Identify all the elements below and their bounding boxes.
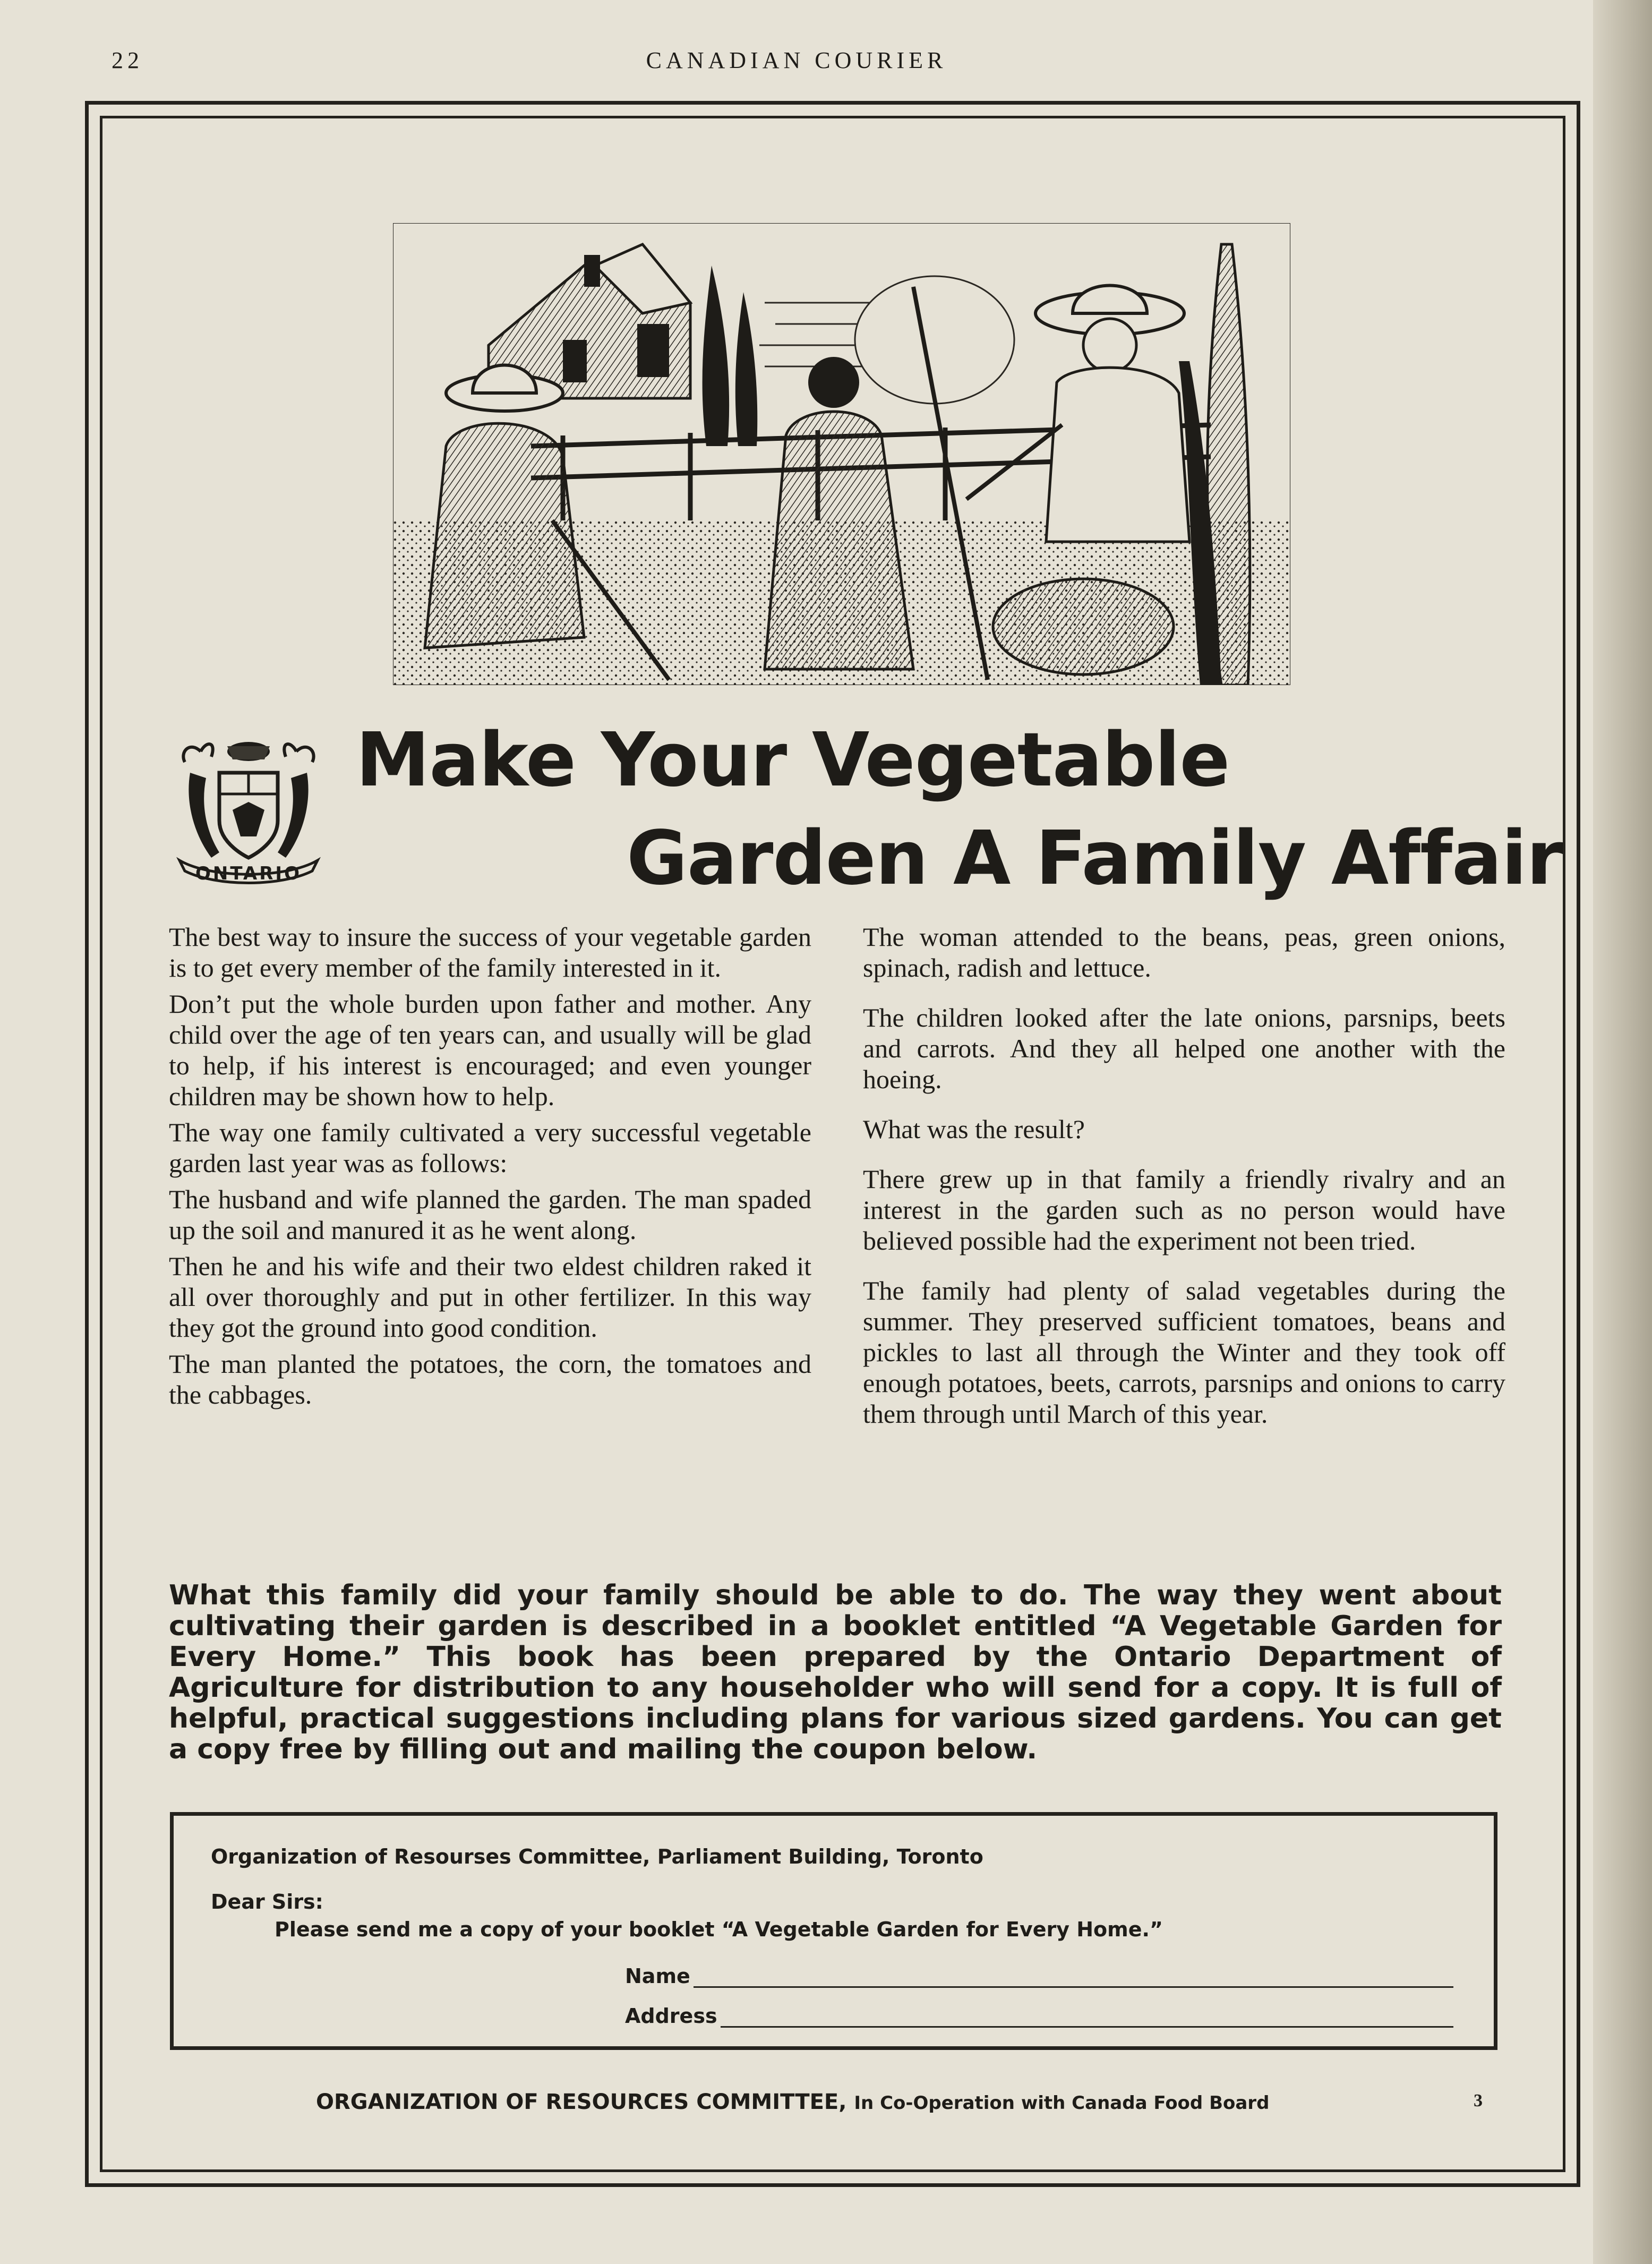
right-column — [863, 921, 1505, 1448]
family-garden-illustration — [393, 223, 1290, 685]
right-paragraph: The family had plenty of salad vegetables during the summer. They preserved sufficient tomatoes, beans and pickles to last all through the Winter and they took off enough potatoes, beets, carrots, parsnips and onions to carry them through until March of this year. — [863, 1276, 1505, 1429]
crest-label: ONTARIO — [195, 863, 302, 884]
left-paragraph: Don’t put the whole burden upon father and mother. Any child over the age of ten years can, and usually will be glad to help, if his interest is encouraged; and even younger children may be shown how to help. — [169, 989, 811, 1111]
page-edge-shadow — [1593, 0, 1652, 2264]
left-paragraph: The man planted the potatoes, the corn, the tomatoes and the cabbages. — [169, 1349, 811, 1409]
headline-line-2: Garden A Family Affair — [627, 815, 1563, 902]
coupon-request: Please send me a copy of your booklet “A Vegetable Garden for Every Home.” — [275, 1918, 1163, 1941]
right-paragraph: There grew up in that family a friendly rivalry and an interest in the garden such as no person would have believed possible had the experiment not been tried. — [863, 1164, 1505, 1255]
coupon-addressee: Organization of Resourses Committee, Parliament Building, Toronto — [211, 1845, 983, 1868]
right-paragraph: What was the result? — [863, 1114, 1085, 1144]
address-field[interactable] — [721, 2008, 1453, 2028]
left-paragraph: The husband and wife planned the garden. The man spaded up the soil and manured it as he went along. — [169, 1184, 811, 1245]
running-head — [0, 47, 1593, 79]
left-paragraph: Then he and his wife and their two eldest children raked it all over thoroughly and put in other fertilizer. In this way they got the ground into good condition. — [169, 1251, 811, 1343]
name-label: Name — [625, 1964, 690, 1988]
address-label: Address — [625, 2004, 717, 2028]
headline-line-1: Make Your Vegetable — [356, 717, 1230, 804]
left-column — [169, 921, 811, 1415]
closing-paragraph: What this family did your family should be able to do. The way they went about cultivating their garden is described in a booklet entitled “A Vegetable Garden for Every Home.” This book has been prepared by the Ontario Department of Agriculture for distribution to any householder who will send for a copy. It is full of helpful, practical suggestions including plans for various sized gardens. You can get a copy free by filling out and mailing the coupon below. — [169, 1579, 1502, 1765]
left-paragraph: The best way to insure the success of your vegetable garden is to get every member of the family interested in it. — [169, 922, 811, 983]
footer-partner: In Co-Operation with Canada Food Board — [854, 2092, 1270, 2114]
coupon-name-row — [625, 1964, 1453, 1988]
coupon-salutation: Dear Sirs: — [211, 1890, 323, 1913]
ad-footer — [0, 2090, 1652, 2122]
right-paragraph: The woman attended to the beans, peas, green onions, spinach, radish and lettuce. — [863, 922, 1505, 983]
magazine-title: CANADIAN COURIER — [646, 47, 947, 73]
page-number: 22 — [112, 47, 143, 73]
name-field[interactable] — [694, 1968, 1453, 1988]
footer-credit — [316, 2090, 1269, 2114]
footer-mark: 3 — [1474, 2091, 1483, 2111]
footer-org: ORGANIZATION OF RESOURCES COMMITTEE, — [316, 2090, 847, 2114]
mail-coupon — [170, 1812, 1497, 2050]
left-paragraph: The way one family cultivated a very successful vegetable garden last year was as follows: — [169, 1117, 811, 1178]
garden-illustration-drawing — [393, 223, 1290, 685]
right-paragraph: The children looked after the late onions, parsnips, beets and carrots. And they all helped one another with the hoeing. — [863, 1003, 1505, 1094]
coupon-address-row — [625, 2004, 1453, 2028]
